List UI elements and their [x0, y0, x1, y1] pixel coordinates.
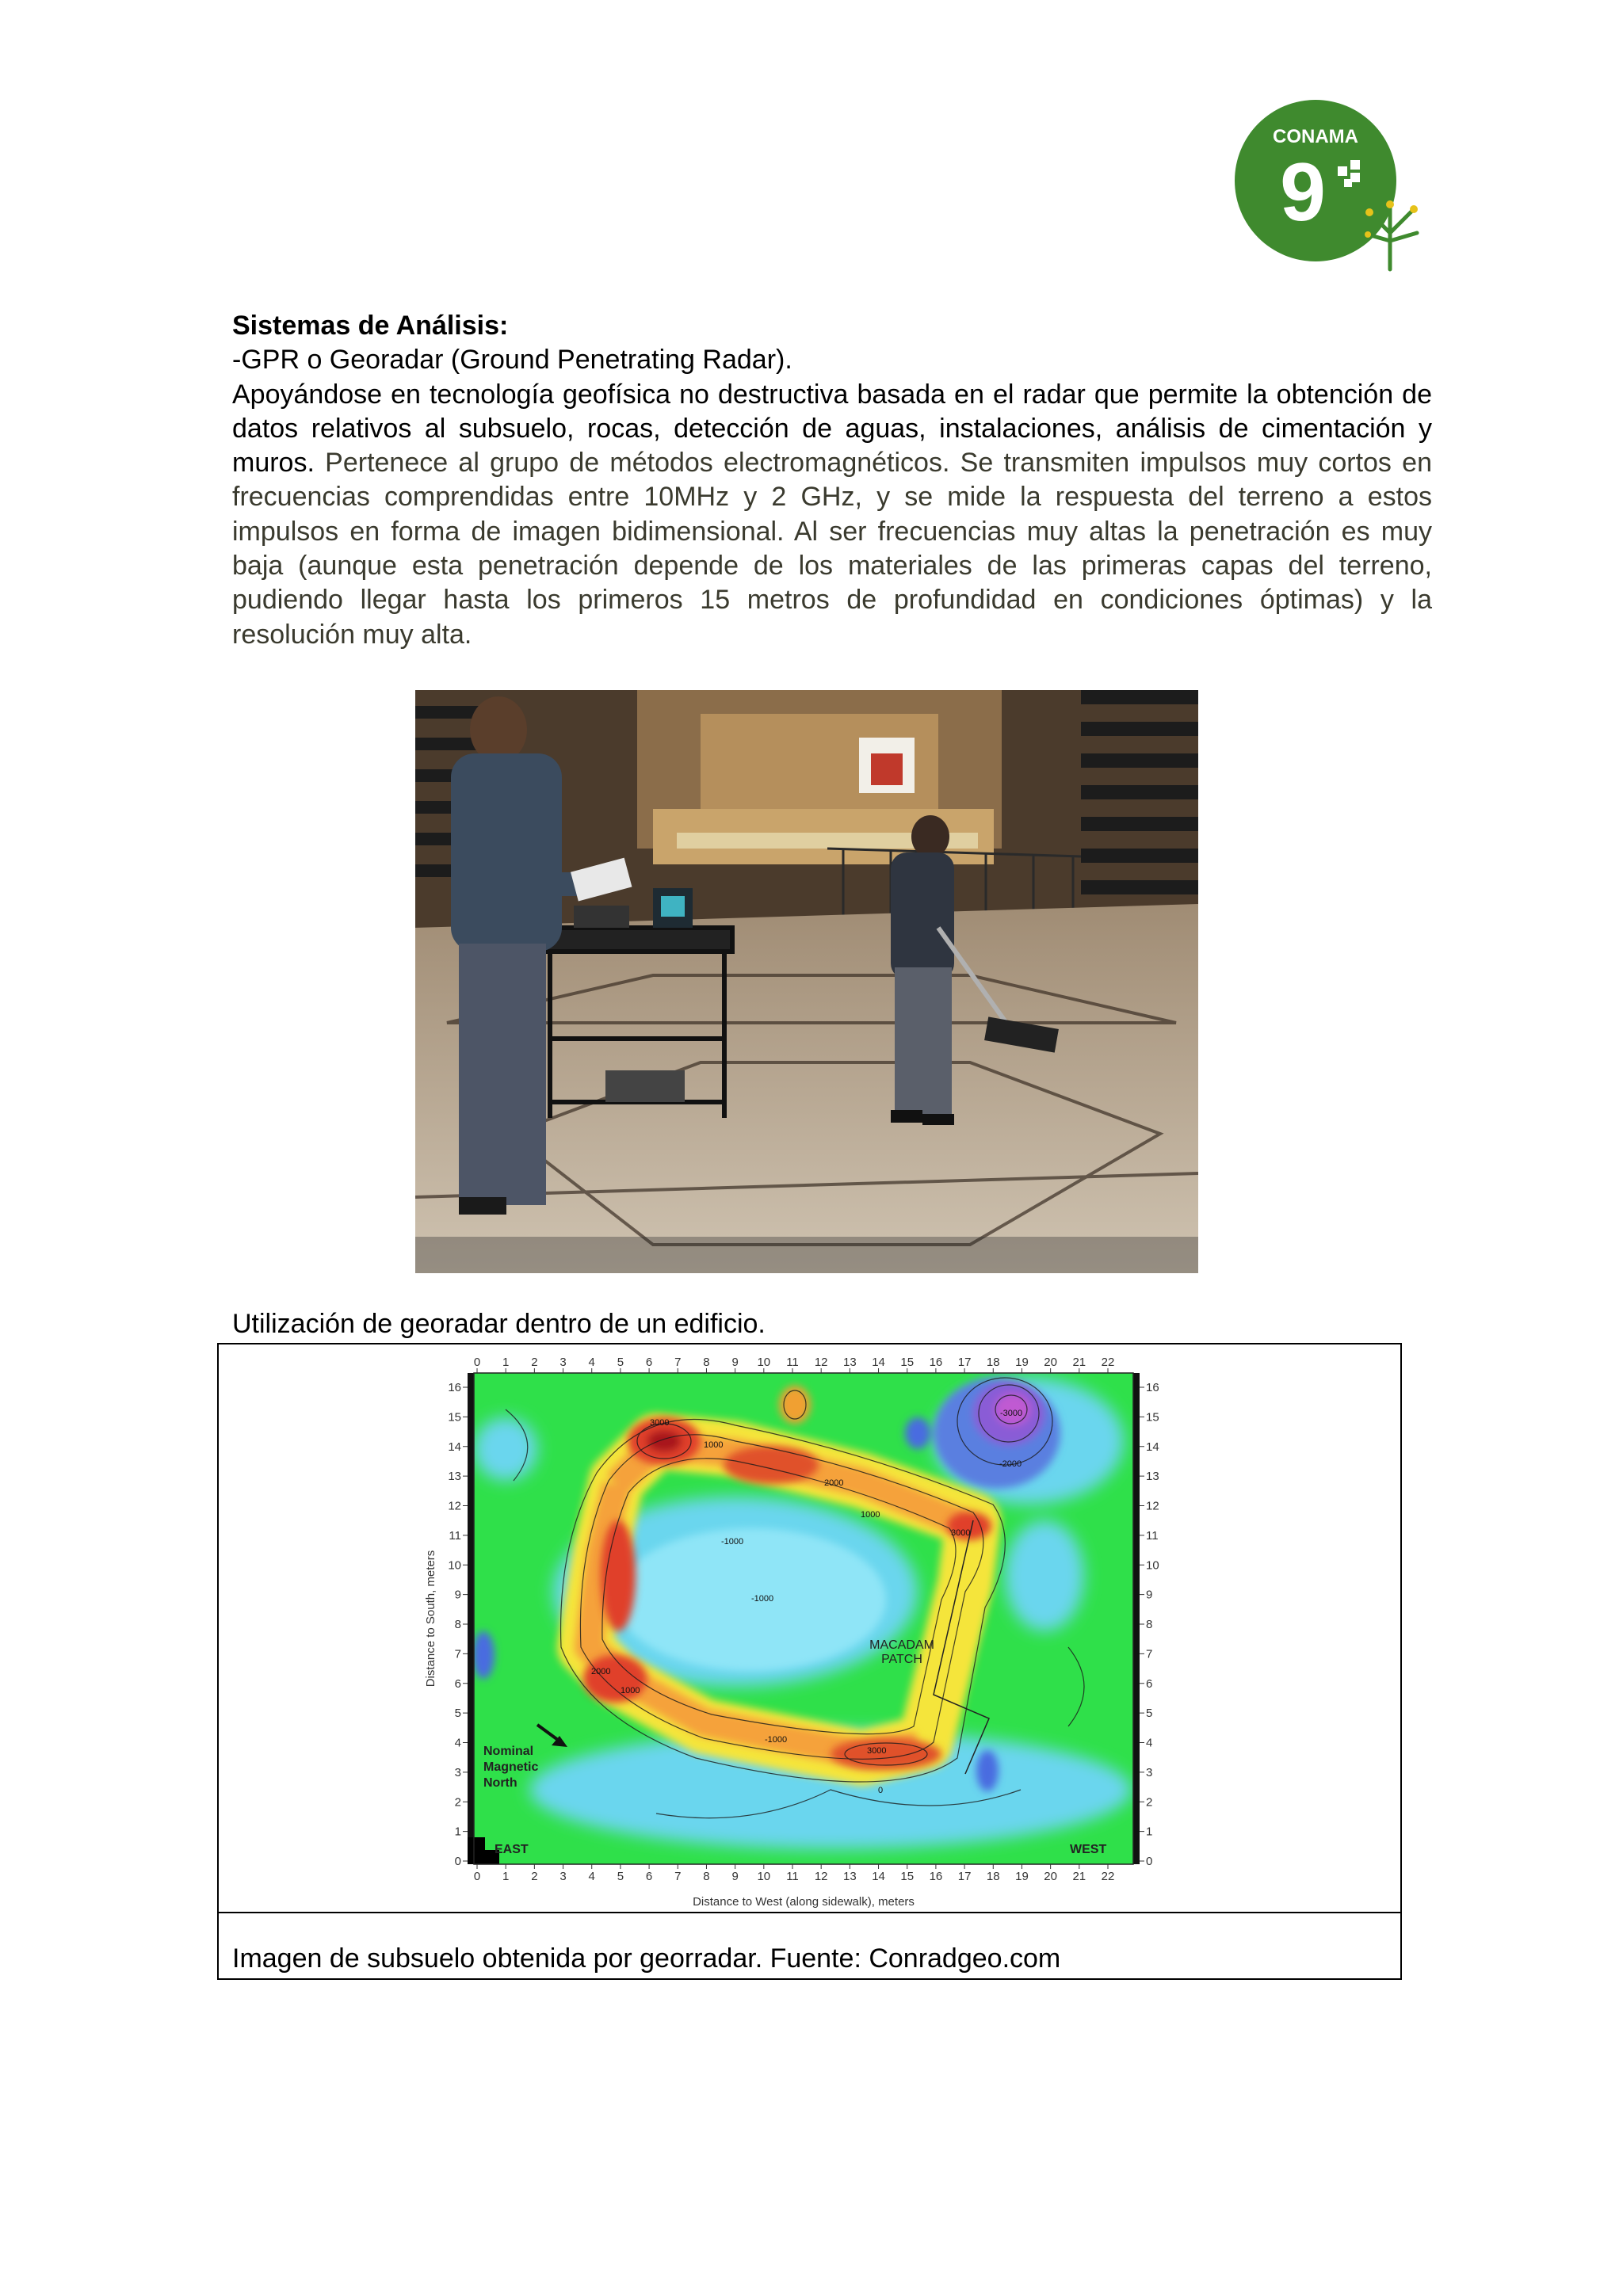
x-tick-label: 14 — [872, 1870, 885, 1883]
y-tick-label: 7 — [1146, 1647, 1153, 1661]
contour-label: 1000 — [861, 1510, 880, 1520]
paragraph-part1: Apoyándose en tecnología geofísica no destructiva basada en el radar que permite la obtención de datos relativos al subsuelo, rocas, detección de aguas, instalaciones, análisis de cimentación y muros. — [232, 379, 1432, 479]
y-tick-label: 15 — [448, 1410, 461, 1425]
y-tick-label: 13 — [1146, 1470, 1159, 1484]
contour-label: 0 — [878, 1786, 884, 1795]
x-tick-label: 6 — [645, 1870, 653, 1883]
section-heading: Sistemas de Análisis: — [232, 311, 509, 341]
x-tick-label: 16 — [929, 1356, 943, 1369]
x-tick-label: 19 — [1015, 1870, 1029, 1883]
contour-label: 1000 — [621, 1686, 640, 1695]
y-tick-label: 14 — [448, 1440, 461, 1454]
x-tick-label: 21 — [1072, 1870, 1086, 1883]
y-tick-label: 16 — [448, 1381, 461, 1394]
y-tick-label: 10 — [448, 1558, 461, 1573]
x-tick-label: 1 — [502, 1356, 510, 1369]
paragraph — [232, 378, 1432, 652]
y-tick-label: 6 — [1146, 1676, 1153, 1691]
y-tick-label: 15 — [1146, 1410, 1159, 1425]
subheading: -GPR o Georadar (Ground Penetrating Radar). — [232, 345, 792, 376]
x-tick-label: 8 — [703, 1356, 710, 1369]
north-label-2: Magnetic — [483, 1760, 539, 1774]
x-tick-label: 20 — [1044, 1356, 1057, 1369]
x-tick-label: 11 — [786, 1870, 799, 1883]
x-tick-label: 13 — [843, 1356, 857, 1369]
logo-number: 9 — [1280, 147, 1326, 238]
x-tick-label: 9 — [731, 1870, 739, 1883]
y-tick-label: 5 — [1146, 1707, 1153, 1721]
x-tick-label: 4 — [588, 1870, 595, 1883]
y-tick-label: 9 — [454, 1588, 461, 1602]
x-tick-label: 17 — [957, 1356, 972, 1369]
y-tick-label: 11 — [449, 1528, 461, 1543]
x-axis-label: Distance to West (along sidewalk), meters — [693, 1895, 915, 1909]
y-tick-label: 13 — [448, 1470, 461, 1484]
x-tick-label: 7 — [674, 1870, 682, 1883]
x-tick-label: 9 — [731, 1356, 739, 1369]
contour-label: 3000 — [951, 1528, 971, 1538]
x-tick-label: 5 — [617, 1356, 624, 1369]
photo-caption: Utilización de georadar dentro de un edificio. — [232, 1309, 766, 1339]
x-tick-label: 2 — [531, 1356, 538, 1369]
x-tick-label: 10 — [757, 1356, 771, 1369]
x-tick-label: 12 — [814, 1870, 828, 1883]
x-tick-label: 0 — [473, 1870, 481, 1883]
georadar-photo — [415, 690, 1198, 1273]
north-label-1: Nominal — [483, 1745, 534, 1758]
x-tick-label: 22 — [1101, 1870, 1115, 1883]
contour-label: 3000 — [650, 1418, 670, 1428]
table-divider — [219, 1912, 1400, 1913]
y-tick-label: 4 — [1146, 1736, 1153, 1750]
y-tick-label: 14 — [1146, 1440, 1159, 1454]
y-tick-label: 9 — [1146, 1588, 1153, 1602]
x-tick-label: 1 — [502, 1870, 510, 1883]
east-label: EAST — [495, 1843, 529, 1856]
logo-text: CONAMA — [1273, 126, 1358, 147]
x-tick-label: 4 — [588, 1356, 595, 1369]
y-tick-label: 7 — [454, 1647, 461, 1661]
figure-table — [217, 1343, 1402, 1980]
y-tick-label: 5 — [454, 1707, 461, 1721]
x-tick-label: 10 — [757, 1870, 771, 1883]
y-tick-label: 2 — [1146, 1795, 1153, 1810]
x-tick-label: 7 — [674, 1356, 682, 1369]
x-tick-label: 20 — [1044, 1870, 1057, 1883]
y-tick-label: 4 — [454, 1736, 461, 1750]
y-tick-label: 3 — [454, 1765, 461, 1779]
y-tick-label: 12 — [448, 1499, 461, 1513]
figure-caption: Imagen de subsuelo obtenida por georradar. Fuente: Conradgeo.com — [232, 1943, 1061, 1974]
y-tick-label: 8 — [1146, 1618, 1153, 1631]
x-tick-label: 11 — [786, 1356, 799, 1369]
y-tick-label: 1 — [454, 1825, 461, 1839]
y-tick-label: 12 — [1146, 1499, 1159, 1513]
body-text — [232, 309, 1432, 652]
x-tick-label: 3 — [559, 1870, 567, 1883]
contour-label: 1000 — [704, 1440, 724, 1450]
x-tick-label: 17 — [957, 1870, 972, 1883]
contour-label: 2000 — [591, 1667, 611, 1676]
x-tick-label: 21 — [1072, 1356, 1086, 1369]
x-tick-label: 5 — [617, 1870, 624, 1883]
paragraph-part2: Pertenece al grupo de métodos electromagnéticos. Se transmiten impulsos muy cortos en frecuencias comprendidas entre 10MHz y 2 GHz, y se mide la respuesta del terreno a estos impulsos en forma de imagen bidimensional. Al ser frecuencias muy altas la penetración es muy baja (aunque esta penetración depende de los materiales de las primeras capas del terreno, pudiendo llegar hasta los primeros 15 metros de profundidad en condiciones óptimas) y la resolución muy alta. — [232, 448, 1432, 650]
x-tick-label: 2 — [531, 1870, 538, 1883]
y-tick-label: 2 — [454, 1795, 461, 1810]
contour-label: -1000 — [751, 1594, 774, 1604]
y-tick-label: 8 — [454, 1618, 461, 1631]
patch-label-2: PATCH — [881, 1653, 922, 1666]
y-tick-label: 11 — [1146, 1528, 1159, 1543]
y-tick-label: 1 — [1146, 1825, 1153, 1839]
contour-label: 3000 — [867, 1746, 887, 1756]
y-axis-label: Distance to South, meters — [424, 1550, 437, 1688]
x-tick-label: 18 — [986, 1356, 1000, 1369]
x-tick-label: 16 — [929, 1870, 943, 1883]
y-tick-label: 0 — [1146, 1855, 1153, 1868]
contour-label: -1000 — [721, 1537, 744, 1547]
west-label: WEST — [1070, 1843, 1107, 1856]
y-tick-label: 3 — [1146, 1765, 1153, 1779]
contour-label: 2000 — [824, 1478, 844, 1488]
x-tick-label: 3 — [559, 1356, 567, 1369]
x-tick-label: 8 — [703, 1870, 710, 1883]
y-tick-label: 10 — [1146, 1558, 1159, 1573]
y-tick-label: 16 — [1146, 1381, 1159, 1394]
x-tick-label: 19 — [1015, 1356, 1029, 1369]
north-label-3: North — [483, 1776, 517, 1790]
gpr-map — [418, 1346, 1179, 1910]
x-tick-label: 6 — [645, 1356, 653, 1369]
contour-label: -3000 — [1000, 1409, 1023, 1418]
conama-logo — [1227, 93, 1441, 276]
x-tick-label: 18 — [986, 1870, 1000, 1883]
x-tick-label: 22 — [1101, 1356, 1115, 1369]
patch-label-1: MACADAM — [869, 1638, 934, 1652]
x-tick-label: 12 — [814, 1356, 828, 1369]
x-tick-label: 15 — [900, 1870, 915, 1883]
x-tick-label: 0 — [473, 1356, 481, 1369]
x-tick-label: 13 — [843, 1870, 857, 1883]
y-tick-label: 6 — [454, 1676, 461, 1691]
contour-label: -2000 — [999, 1459, 1022, 1469]
y-tick-label: 0 — [454, 1855, 461, 1868]
contour-label: -1000 — [765, 1735, 788, 1745]
x-tick-label: 15 — [900, 1356, 915, 1369]
x-tick-label: 14 — [872, 1356, 885, 1369]
